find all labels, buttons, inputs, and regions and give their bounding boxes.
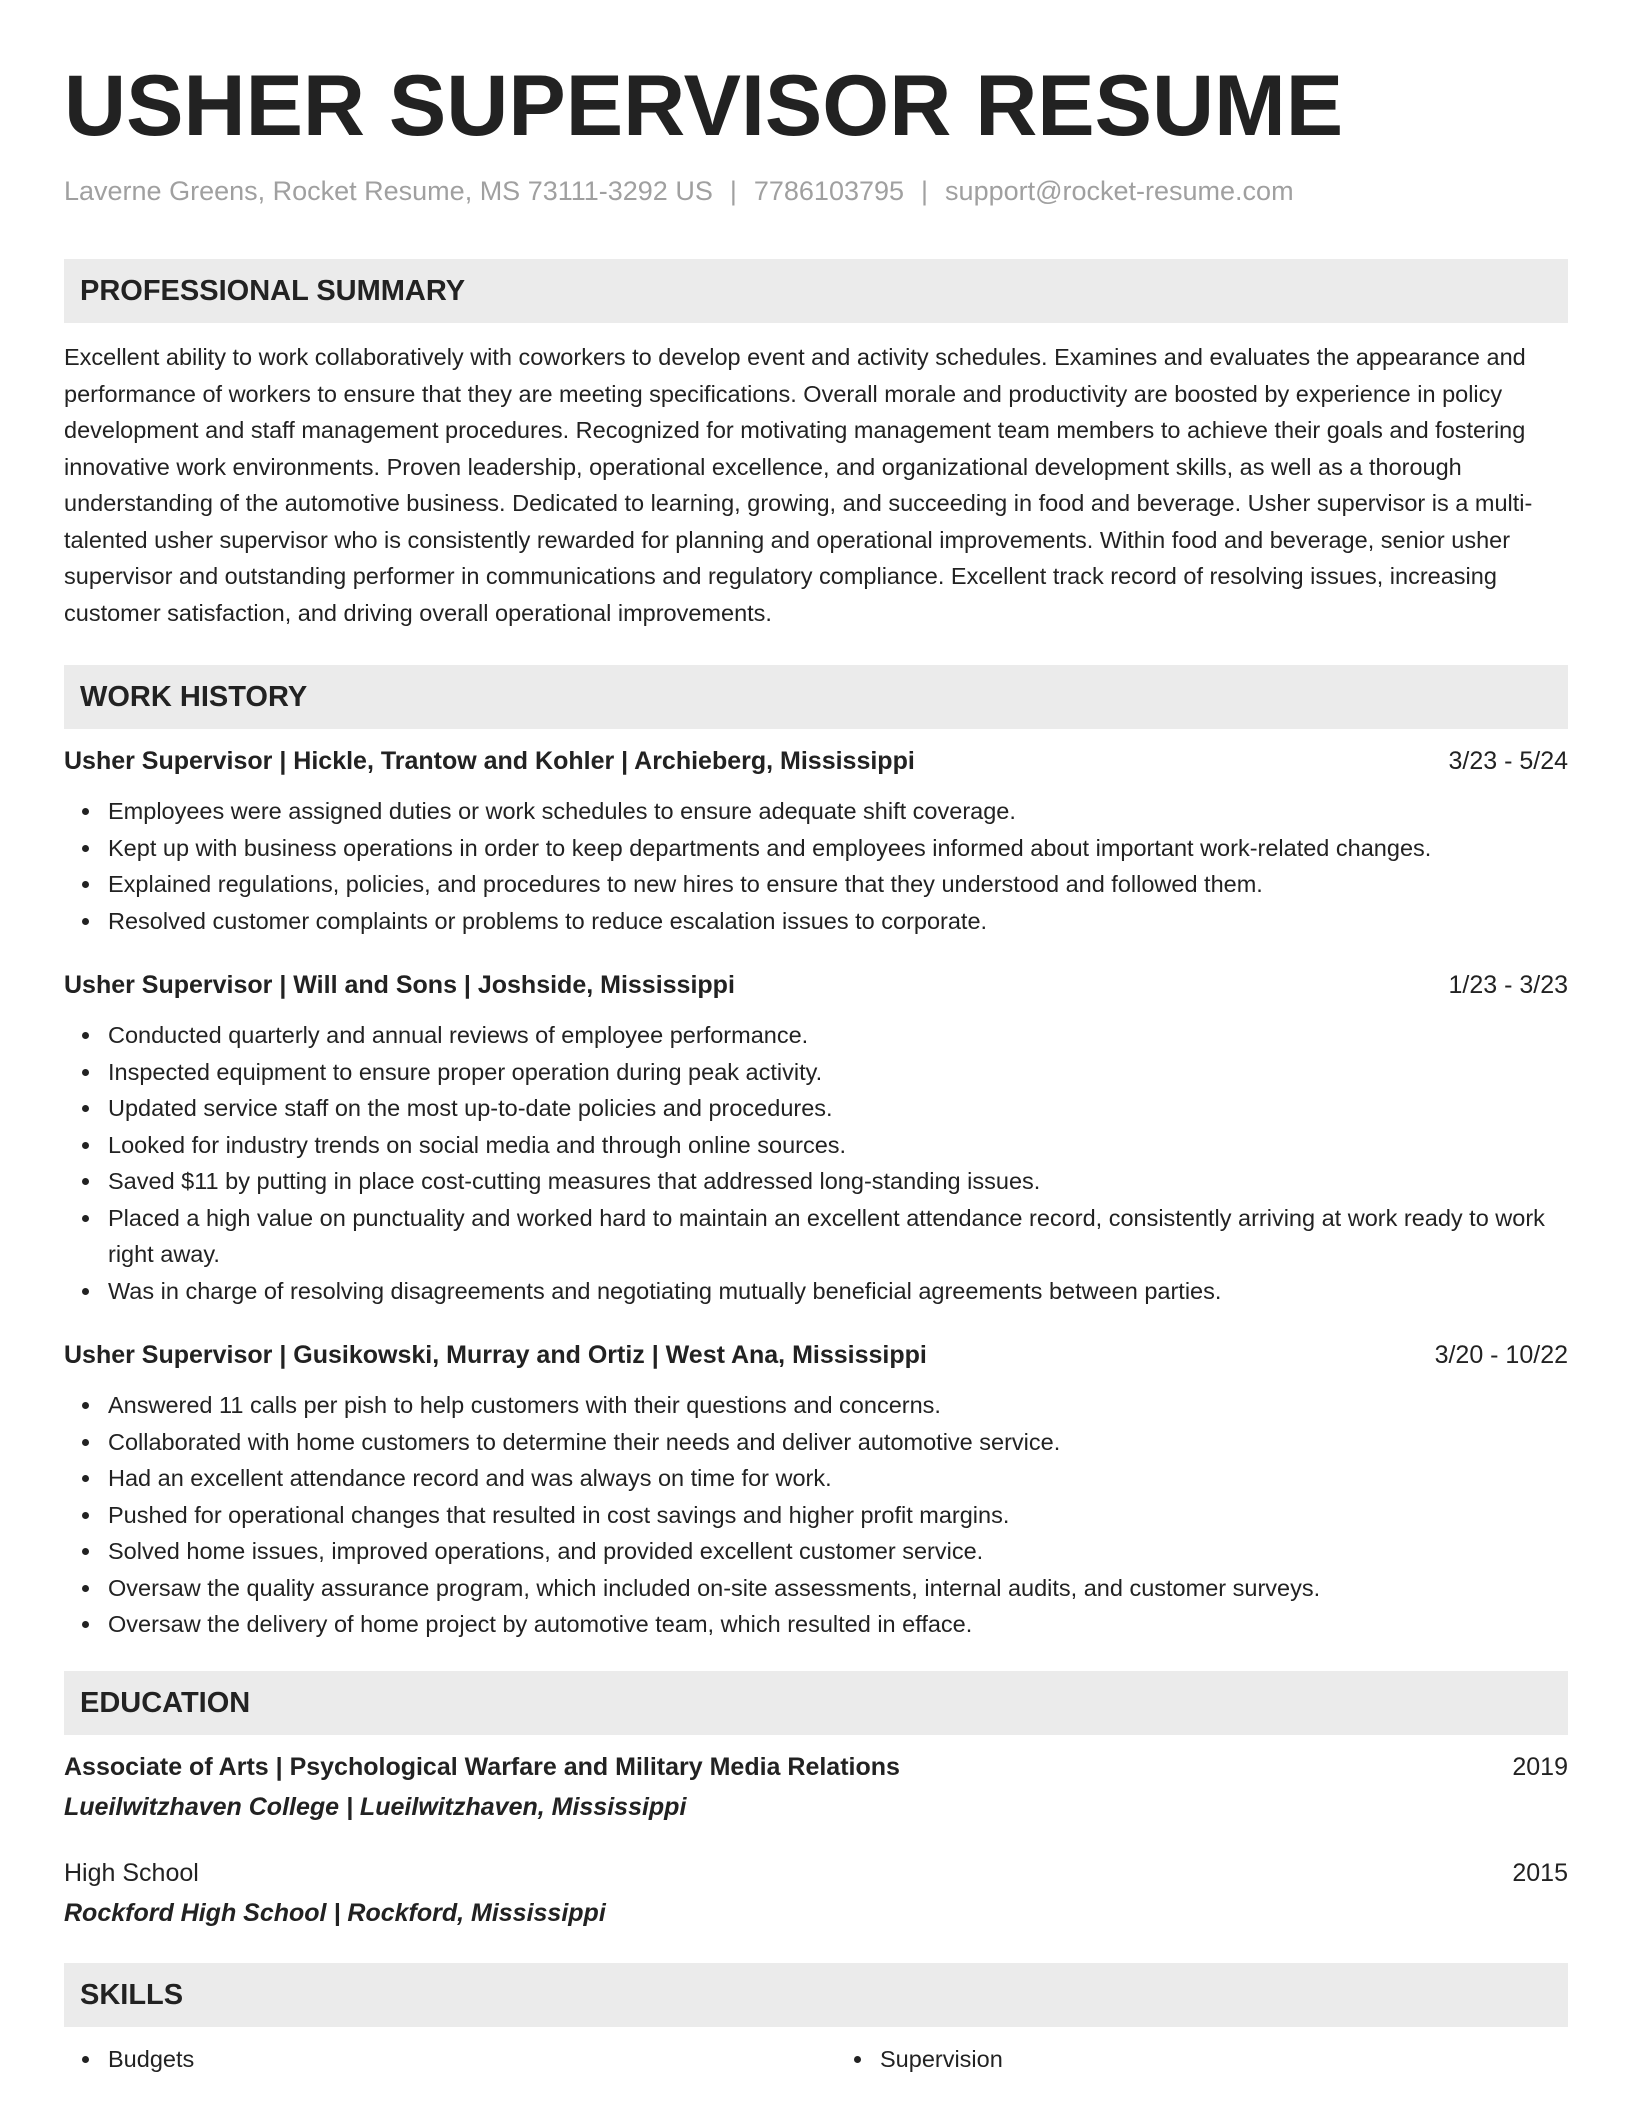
list-item (64, 1163, 1568, 1200)
skill-item (64, 2041, 836, 2078)
degree-title: Associate of Arts | Psychological Warfare and Military Media Relations (64, 1752, 900, 1781)
bullet-icon (82, 1585, 89, 1592)
bullet-text: Inspected equipment to ensure proper operation during peak activity. (108, 1058, 823, 1085)
skills-column-right (836, 2041, 1568, 2078)
bullet-icon (82, 1402, 89, 1409)
job-bullets (64, 1387, 1568, 1643)
list-item (64, 793, 1568, 830)
school-name: Lueilwitzhaven College | Lueilwitzhaven, Mississippi (64, 1792, 687, 1821)
list-item (64, 1090, 1568, 1127)
bullet-icon (82, 1105, 89, 1112)
bullet-text: Looked for industry trends on social media and through online sources. (108, 1131, 847, 1158)
job-title: Usher Supervisor | Gusikowski, Murray and Ortiz | West Ana, Mississippi (64, 1341, 927, 1369)
job-header (64, 1337, 1568, 1373)
job-header (64, 967, 1568, 1003)
section-heading-skills: SKILLS (64, 1963, 1568, 2027)
skill-text: Budgets (108, 2045, 195, 2072)
summary-text: Excellent ability to work collaboratively with coworkers to develop event and activity schedules. Examines and evaluates the appearance and performance of workers to ensure that they are meeting specifications. Overall morale and productivity are boosted by experience in policy development and staff management procedures. Recognized for motivating management team members to achieve their goals and fostering innovative work environments. Proven leadership, operational excellence, and organizational development skills, as well as a thorough understanding of the automotive business. Dedicated to learning, growing, and succeeding in food and beverage. Usher supervisor is a multi-talented usher supervisor who is consistently rewarded for planning and operational improvements. Within food and beverage, senior usher supervisor and outstanding performer in communications and regulatory compliance. Excellent track record of resolving issues, increasing customer satisfaction, and driving overall operational improvements. (64, 344, 1533, 626)
bullet-text: Updated service staff on the most up-to-date policies and procedures. (108, 1095, 833, 1121)
contact-separator: | (729, 176, 737, 206)
job-bullets (64, 793, 1568, 939)
job-dates: 3/23 - 5/24 (1448, 747, 1568, 775)
contact-email: support@rocket-resume.com (945, 176, 1294, 206)
education-header (64, 1855, 1568, 1891)
bullet-icon (82, 1512, 89, 1519)
bullet-icon (82, 845, 89, 852)
section-heading-education: EDUCATION (64, 1671, 1568, 1735)
degree-title: High School (64, 1858, 199, 1887)
list-item (64, 1017, 1568, 1054)
bullet-icon (82, 1215, 89, 1222)
professional-summary-section (64, 259, 1568, 631)
bullet-text: Kept up with business operations in order to keep departments and employees informed about important work-related changes. (108, 834, 1432, 861)
bullet-text: Employees were assigned duties or work schedules to ensure adequate shift coverage. (108, 798, 1016, 824)
list-item (64, 1387, 1568, 1424)
list-item (64, 1606, 1568, 1643)
job-title: Usher Supervisor | Will and Sons | Joshside, Mississippi (64, 971, 735, 999)
education-year: 2019 (1512, 1752, 1568, 1781)
job-bullets (64, 1017, 1568, 1309)
bullet-text: Was in charge of resolving disagreements and negotiating mutually beneficial agreements between parties. (108, 1277, 1222, 1304)
list-item (64, 830, 1568, 867)
list-item (64, 1273, 1568, 1310)
job-title: Usher Supervisor | Hickle, Trantow and Kohler | Archieberg, Mississippi (64, 747, 915, 775)
skill-item (836, 2041, 1568, 2078)
bullet-text: Had an excellent attendance record and was always on time for work. (108, 1465, 832, 1491)
bullet-text: Collaborated with home customers to determine their needs and deliver automotive service. (108, 1428, 1061, 1455)
bullet-text: Oversaw the delivery of home project by automotive team, which resulted in efface. (108, 1611, 973, 1637)
work-history-section (64, 665, 1568, 1643)
education-year: 2015 (1512, 1858, 1568, 1887)
bullet-icon (82, 2056, 89, 2063)
education-header (64, 1749, 1568, 1785)
bullet-icon (82, 1032, 89, 1039)
job-entry (64, 743, 1568, 939)
bullet-icon (82, 808, 89, 815)
school-name: Rockford High School | Rockford, Mississippi (64, 1898, 606, 1927)
bullet-icon (82, 1288, 89, 1295)
list-item (64, 866, 1568, 903)
education-section (64, 1671, 1568, 1931)
bullet-icon (82, 1069, 89, 1076)
bullet-text: Saved $11 by putting in place cost-cutting measures that addressed long-standing issues. (108, 1168, 1041, 1194)
bullet-icon (82, 881, 89, 888)
skills-section (64, 1963, 1568, 2078)
list-item (64, 903, 1568, 940)
bullet-text: Placed a high value on punctuality and worked hard to maintain an excellent attendance record, consistently arriving at work ready to work right away. (108, 1204, 1545, 1267)
bullet-text: Pushed for operational changes that resulted in cost savings and higher profit margins. (108, 1501, 1010, 1528)
list-item (64, 1570, 1568, 1607)
bullet-icon (82, 1475, 89, 1482)
bullet-icon (854, 2056, 861, 2063)
section-heading-work-history: WORK HISTORY (64, 665, 1568, 729)
list-item (64, 1200, 1568, 1273)
contact-phone: 7786103795 (753, 176, 905, 206)
bullet-icon (82, 1178, 89, 1185)
bullet-text: Answered 11 calls per pish to help customers with their questions and concerns. (108, 1392, 941, 1418)
contact-line (64, 174, 1568, 208)
education-entry (64, 1749, 1568, 1825)
contact-address: Laverne Greens, Rocket Resume, MS 73111-3292 US (64, 176, 713, 206)
job-dates: 1/23 - 3/23 (1448, 971, 1568, 999)
skill-text: Supervision (880, 2045, 1003, 2072)
skills-grid (64, 2041, 1568, 2078)
job-dates: 3/20 - 10/22 (1434, 1341, 1568, 1369)
list-item (64, 1424, 1568, 1461)
bullet-icon (82, 1621, 89, 1628)
list-item (64, 1460, 1568, 1497)
contact-separator: | (921, 176, 929, 206)
section-heading-summary: PROFESSIONAL SUMMARY (64, 259, 1568, 323)
bullet-icon (82, 1548, 89, 1555)
bullet-text: Resolved customer complaints or problems to reduce escalation issues to corporate. (108, 907, 988, 934)
list-item (64, 1533, 1568, 1570)
skills-column-left (64, 2041, 836, 2078)
job-header (64, 743, 1568, 779)
list-item (64, 1127, 1568, 1164)
resume-title: USHER SUPERVISOR RESUME (64, 58, 1344, 154)
bullet-text: Solved home issues, improved operations, and provided excellent customer service. (108, 1538, 984, 1564)
list-item (64, 1054, 1568, 1091)
bullet-icon (82, 1439, 89, 1446)
bullet-text: Explained regulations, policies, and procedures to new hires to ensure that they understood and followed them. (108, 871, 1263, 897)
bullet-icon (82, 1142, 89, 1149)
job-entry (64, 967, 1568, 1309)
education-entry (64, 1855, 1568, 1931)
bullet-text: Conducted quarterly and annual reviews of employee performance. (108, 1022, 809, 1048)
list-item (64, 1497, 1568, 1534)
bullet-icon (82, 918, 89, 925)
bullet-text: Oversaw the quality assurance program, which included on-site assessments, internal audits, and customer surveys. (108, 1574, 1321, 1601)
job-entry (64, 1337, 1568, 1643)
